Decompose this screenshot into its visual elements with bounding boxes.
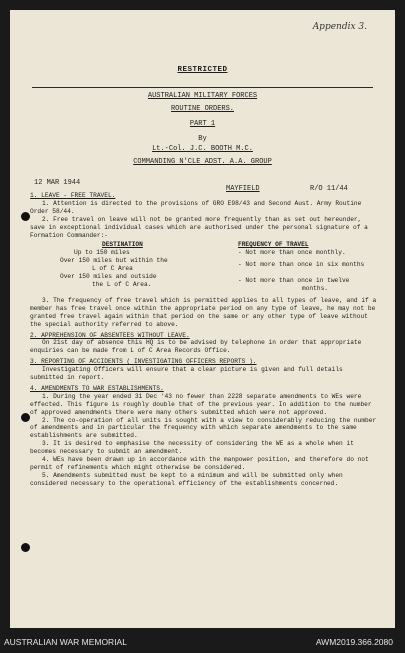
paragraph: 3. The frequency of free travel which is permitted applies to all types of leave, and if a member has free travel once within the appropriate period on any type of leave, he may not be granted free travel again within that period on the same or any other type of leave without the special authority referred to above.	[30, 296, 377, 328]
table-cell: - Not more than once in six months	[238, 261, 365, 269]
punch-hole	[21, 212, 30, 221]
paragraph: Investigating Officers will ensure that a clear picture is given and full details submitted in report.	[30, 366, 343, 382]
header-rule	[32, 87, 373, 88]
table-cell	[238, 273, 379, 293]
org-heading: AUSTRALIAN MILITARY FORCES	[147, 92, 258, 100]
table-cell-line: Over 150 miles but within the	[60, 257, 168, 265]
document-page	[10, 10, 395, 628]
paragraph: 5. Amendments submitted must be kept to a minimum and will be submitted only when considered necessary to the operational efficiency of the establishments concerned.	[30, 471, 343, 487]
section-4	[30, 385, 379, 488]
punch-hole	[21, 413, 30, 422]
travel-table	[30, 241, 379, 292]
table-cell	[30, 257, 238, 273]
footer-accession-number: AWM2019.366.2080	[315, 637, 393, 647]
restricted-marking: RESTRICTED	[177, 66, 228, 74]
paragraph: 3. It is desired to emphasise the necessity of considering the WE as a whole when it becomes necessary to submit an amendment.	[30, 440, 354, 456]
table-cell: Up to 150 miles	[74, 249, 130, 257]
order-date: 12 MAR 1944	[34, 179, 81, 187]
handwritten-note: Appendix 3.	[312, 22, 367, 32]
paragraph: 4. WEs have been drawn up in accordance with the manpower position, and therefore do not permit of refinements which might otherwise be considered.	[30, 456, 369, 471]
command-line: COMMANDING N'CLE ADST. A.A. GROUP	[133, 158, 272, 166]
orders-heading: ROUTINE ORDERS.	[170, 105, 234, 113]
part-heading: PART 1	[189, 120, 216, 128]
table-cell-line: months.	[302, 284, 328, 292]
footer-institution: AUSTRALIAN WAR MEMORIAL	[4, 637, 127, 647]
section-title: 1. LEAVE - FREE TRAVEL.	[30, 192, 116, 199]
archive-footer	[0, 631, 405, 653]
section-title: 2. APPREHENSION OF ABSENTEES WITHOUT LEAVE.	[30, 331, 190, 339]
by-line: By	[198, 135, 207, 143]
table-cell-line: the L of C Area.	[92, 280, 152, 288]
order-body	[30, 192, 379, 488]
table-cell: - Not more than once monthly.	[238, 249, 346, 257]
table-cell	[30, 273, 238, 293]
order-place: MAYFIELD	[226, 185, 260, 193]
table-cell-line: L of C Area	[92, 265, 133, 273]
table-cell-line: - Not more than once in twelve	[238, 277, 350, 285]
paragraph: 1. During the year ended 31 Dec '43 no fewer than 2228 separate amendments to WEs were effected. This figure is roughly double that of the previous year. In addition to the number of approved amendments there were many others submitted which were not approved.	[30, 392, 372, 416]
section-2	[30, 332, 379, 356]
paragraph: 1. Attention is directed to the provisions of GRO E98/43 and Second Aust. Army Routine Order 58/44.	[30, 199, 362, 215]
destination-header: DESTINATION	[102, 241, 143, 249]
paragraph: 2. The co-operation of all units is sought with a view to considerably reducing the number of amendments and in particular the frequency with which separate amendments to the same establishments are submitted.	[30, 416, 377, 440]
punch-hole	[21, 543, 30, 552]
commander-line: Lt.-Col. J.C. BOOTH M.C.	[152, 145, 253, 153]
paragraph: On 21st day of absence this HQ is to be advised by telephone in order that appropriate enquiries can be made from L of C Area Records Office.	[30, 339, 362, 355]
order-reference: R/O 11/44	[310, 185, 348, 193]
frequency-header: FREQUENCY OF TRAVEL	[238, 241, 309, 249]
section-title: 4. AMENDMENTS TO WAR ESTABLISHMENTS.	[30, 384, 164, 392]
section-1	[30, 192, 379, 329]
section-title: 3. REPORTING OF ACCIDENTS ( INVESTIGATING OFFICERS REPORTS ).	[30, 358, 257, 366]
section-3	[30, 358, 379, 382]
table-cell-line: Over 150 miles and outside	[60, 273, 157, 281]
paragraph: 2. Free travel on leave will not be granted more frequently than as set out hereunder, save in exceptional individual cases which are authorised under the personal signature of a Formation Commander:-	[30, 215, 368, 239]
